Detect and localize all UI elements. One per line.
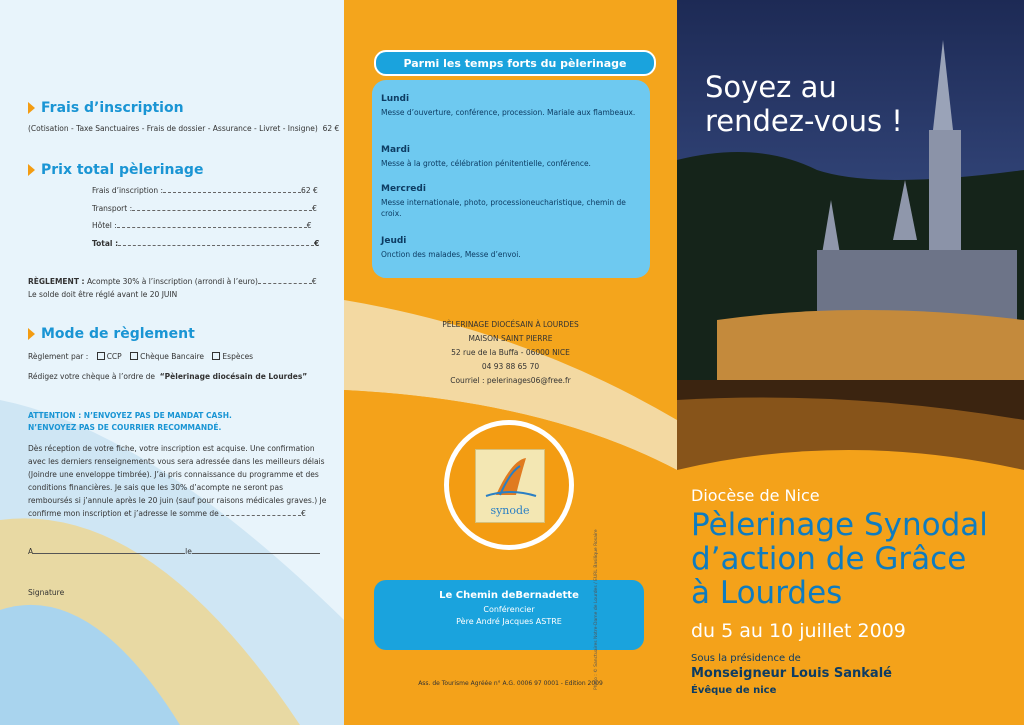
reglement-row bbox=[28, 276, 317, 286]
title-line: à Lourdes bbox=[691, 575, 843, 611]
bullet-icon bbox=[28, 328, 35, 340]
prix-row bbox=[92, 203, 317, 213]
synode-logo bbox=[444, 420, 574, 550]
title-line: Pèlerinage Synodal bbox=[691, 507, 988, 543]
paragraph-value: € bbox=[301, 509, 306, 518]
programme-panel bbox=[344, 0, 677, 725]
dotted-line bbox=[132, 203, 312, 211]
reglement-value: € bbox=[311, 277, 317, 286]
day-lundi: Lundi bbox=[381, 94, 410, 104]
chemin-name: Père André Jacques ASTRE bbox=[456, 617, 562, 626]
frais-detail-text: (Cotisation - Taxe Sanctuaires - Frais de dossier - Assurance - Livret - Insigne) bbox=[28, 124, 318, 133]
checkbox-especes[interactable] bbox=[212, 352, 220, 360]
le-label: le bbox=[185, 547, 192, 556]
solde-text: Le solde doit être réglé avant le 20 JUIN bbox=[28, 290, 178, 299]
email[interactable]: Courriel : pelerinages06@free.fr bbox=[450, 376, 571, 385]
option-cheque: Chèque Bancaire bbox=[140, 352, 205, 361]
photo-credit: Photo : © Sanctuaires Notre-Dame de Lourdes / EURL Basilique Rosaire bbox=[594, 529, 599, 690]
mode-options bbox=[28, 352, 253, 361]
dotted-line bbox=[221, 508, 301, 516]
phone: 04 93 88 65 70 bbox=[481, 362, 540, 371]
title-block bbox=[691, 508, 988, 610]
checkbox-ccp[interactable] bbox=[97, 352, 105, 360]
logo-text: synode bbox=[490, 504, 530, 517]
prix-row bbox=[92, 238, 319, 248]
cover-panel bbox=[677, 0, 1024, 725]
prix-value: 62 € bbox=[301, 186, 318, 195]
dotted-line bbox=[163, 185, 301, 193]
day-mercredi-text: Messe internationale, photo, processioneucharistique, chemin de croix. bbox=[381, 198, 626, 218]
title-line: d’action de Grâce bbox=[691, 541, 967, 577]
day-mardi: Mardi bbox=[381, 145, 410, 155]
logo-card bbox=[475, 449, 545, 523]
reglement-label: RÈGLEMENT : bbox=[28, 277, 85, 286]
inscription-panel bbox=[0, 0, 344, 725]
bullet-icon bbox=[28, 164, 35, 176]
chemin-role: Conférencier bbox=[483, 605, 535, 614]
footer-agreement: Ass. de Tourisme Agréée n° A.G. 0006 97 0001 - Edition 2009 bbox=[418, 680, 603, 687]
prix-label: Total : bbox=[92, 239, 119, 248]
dotted-line bbox=[258, 276, 312, 284]
place-date-line bbox=[28, 546, 320, 556]
bishop-name: Monseigneur Louis Sankalé bbox=[691, 666, 892, 681]
frais-amount: 62 € bbox=[322, 124, 340, 133]
warning-recommande: N’ENVOYEZ PAS DE COURRIER RECOMMANDÉ. bbox=[28, 423, 222, 432]
paragraph-text: Dès réception de votre fiche, votre inscription est acquise. Une confirmation avec les derniers renseignements vous sera adressée dans les meilleurs délais (Joindre une enveloppe timbrée). J’ai pris connaissance du programme et des conditions financières. Je sais que les 30% d’acompte ne seront pas remboursés si j’annule après le 20 juin (sauf pour raisons médicales graves.) Je confirme mon inscription et j’adresse le somme de bbox=[28, 444, 327, 518]
sail-icon bbox=[476, 450, 544, 500]
dotted-line bbox=[117, 220, 307, 228]
chemin-box bbox=[374, 580, 644, 650]
cheque-order: “Pèlerinage diocésain de Lourdes” bbox=[159, 372, 308, 381]
a-label: A bbox=[28, 547, 34, 556]
bullet-icon bbox=[28, 102, 35, 114]
day-mardi-text: Messe à la grotte, célébration pénitentielle, conférence. bbox=[381, 159, 591, 168]
prix-title bbox=[28, 162, 203, 178]
confirmation-paragraph bbox=[28, 442, 328, 520]
day-lundi-text: Messe d’ouverture, conférence, procession. Mariale aux flambeaux. bbox=[381, 108, 636, 117]
frais-detail bbox=[28, 124, 339, 133]
address-block bbox=[344, 318, 677, 388]
presidence: Sous la présidence de bbox=[691, 653, 801, 664]
checkbox-cheque[interactable] bbox=[130, 352, 138, 360]
address-line: MAISON SAINT PIERRE bbox=[468, 334, 553, 343]
option-especes: Espèces bbox=[222, 352, 254, 361]
warning-mandat: ATTENTION : N’ENVOYEZ PAS DE MANDAT CASH. bbox=[28, 411, 232, 420]
option-ccp: CCP bbox=[106, 352, 122, 361]
prix-label: Hôtel : bbox=[92, 221, 117, 230]
chemin-title: Le Chemin deBernadette bbox=[439, 590, 579, 601]
diocese: Diocèse de Nice bbox=[691, 486, 820, 505]
programme-header: Parmi les temps forts du pèlerinage bbox=[374, 50, 656, 76]
address-line: 52 rue de la Buffa - 06000 NICE bbox=[451, 348, 570, 357]
prix-row bbox=[92, 220, 312, 230]
prix-row bbox=[92, 185, 318, 195]
prix-title-text: Prix total pèlerinage bbox=[41, 162, 204, 178]
prix-label: Frais d’inscription : bbox=[92, 186, 164, 195]
dates: du 5 au 10 juillet 2009 bbox=[691, 620, 906, 642]
address-line: PÈLERINAGE DIOCÉSAIN À LOURDES bbox=[442, 320, 579, 329]
headline: Soyez au rendez-vous ! bbox=[705, 70, 903, 138]
place-field[interactable] bbox=[33, 546, 185, 554]
cheque-text: Rédigez votre chèque à l’ordre de bbox=[28, 372, 155, 381]
prix-value: € bbox=[306, 221, 312, 230]
signature-label: Signature bbox=[28, 588, 65, 597]
day-jeudi: Jeudi bbox=[381, 236, 407, 246]
frais-title-text: Frais d’inscription bbox=[41, 100, 184, 116]
mode-label: Règlement par : bbox=[28, 352, 89, 361]
mode-title-text: Mode de règlement bbox=[41, 326, 195, 342]
mode-title bbox=[28, 326, 195, 342]
day-mercredi: Mercredi bbox=[381, 184, 426, 194]
dotted-line bbox=[118, 238, 314, 246]
frais-title bbox=[28, 100, 184, 116]
prix-value: € bbox=[314, 239, 320, 248]
programme-box bbox=[372, 80, 650, 278]
prix-value: € bbox=[312, 204, 317, 213]
cheque-line bbox=[28, 372, 307, 381]
date-field[interactable] bbox=[192, 546, 320, 554]
wave-divider bbox=[677, 440, 1024, 490]
day-jeudi-text: Onction des malades, Messe d’envoi. bbox=[381, 250, 521, 259]
bishop-role: Évêque de nice bbox=[691, 685, 777, 696]
prix-label: Transport : bbox=[92, 204, 133, 213]
reglement-text: Acompte 30% à l’inscription (arrondi à l’euro) bbox=[86, 277, 258, 286]
